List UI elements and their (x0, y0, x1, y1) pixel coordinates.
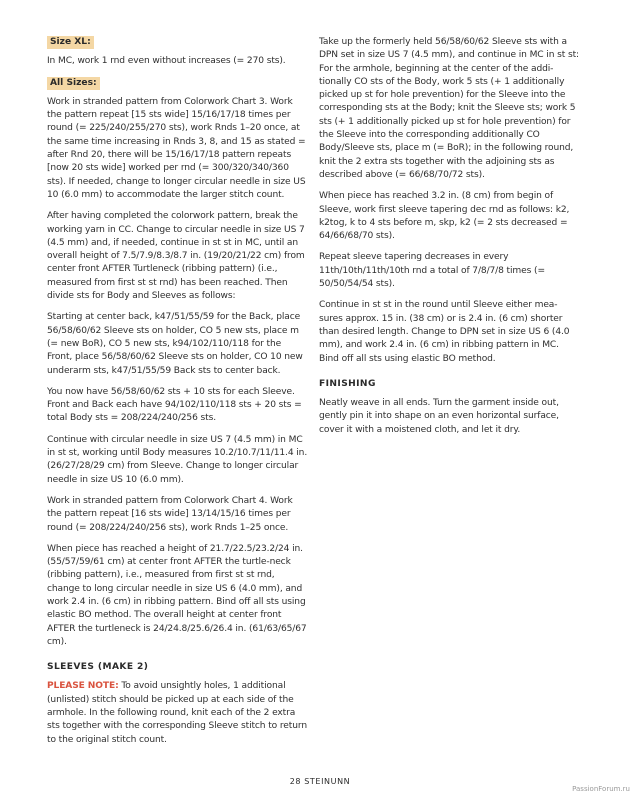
left-column (47, 36, 309, 755)
sleeves-heading: SLEEVES (MAKE 2) (47, 662, 149, 673)
all-sizes-tag: All Sizes: (47, 77, 100, 90)
paragraph: Repeat sleeve tapering decreases in every 11th/10th/11th/10th rnd a total of 7/8/7/8 times (= 50/50/54/54 sts). (319, 252, 545, 290)
right-column (319, 36, 581, 445)
paragraph: When piece has reached 3.2 in. (8 cm) from begin of Sleeve, work first sleeve tapering dec rnd as follows: k2, k2tog, k to 4 sts before m, skp, k2 (= 2 sts decreased = 64/66/68/70 sts). (319, 191, 570, 242)
paragraph: Work in stranded pattern from Colorwork Chart 3. Work the pattern repeat [15 sts wide] 15/16/17/18 times per round (= 225/240/255/270 sts), work Rnds 1–20 once, at the same time increasing in Rnds 3, 8, and 15 as stated = after Rnd 20, there will be 15/16/17/18 pattern repeats [now 20 sts wide] worked per rnd (= 300/320/340/360 sts). If needed, change to longer circular needle in size US 10 (6.0 mm) to accommodate the larger stitch count. (47, 96, 306, 200)
paragraph: Work in stranded pattern from Colorwork Chart 4. Work the pattern repeat [16 sts wide] 13/14/15/16 times per round (= 208/224/240/256 sts), work Rnds 1–25 once. (47, 495, 293, 533)
finishing-text: Neatly weave in all ends. Turn the garment inside out, gently pin it into shape on an even horizontal surface, cover it with a moistened cloth, and let it dry. (319, 398, 559, 435)
size-xl-tag: Size XL: (47, 36, 94, 49)
paragraph: When piece has reached a height of 21.7/22.5/23.2/24 in. (55/57/59/61 cm) at center front AFTER the turtle-neck (ribbing pattern), i.e., measured from first st st rnd, change to long circular needle in size US 6 (4.0 mm), and work 2.4 in. (6 cm) in ribbing pattern. Bind off all sts using elastic BO method. The overall height at center front AFTER the turtleneck is 24/24.8/25.6/26.4 in. (61/63/65/67 cm). (47, 543, 307, 647)
all-sizes-section (47, 77, 309, 650)
paragraph: You now have 56/58/60/62 sts + 10 sts for each Sleeve. Front and Back each have 94/102/110/118 sts + 20 sts = total Body sts = 208/224/240/256 sts. (47, 386, 302, 424)
watermark: PassionForum.ru (572, 785, 630, 793)
paragraph: Starting at center back, k47/51/55/59 for the Back, place 56/58/60/62 Sleeve sts on holder, CO 5 new sts, place m (= new BoR), CO 5 new sts, k94/102/110/118 for the Front, place 56/58/60/62 Sleeve sts on holder, CO 10 new underarm sts, k47/51/55/59 Back sts to center back. (47, 312, 303, 376)
finishing-heading: FINISHING (319, 378, 376, 389)
paragraph: Continue in st st in the round until Sleeve either mea-sures approx. 15 in. (38 cm) or is 2.4 in. (6 cm) shorter than desired length. Change to DPN set in size US 6 (4.0 mm), and work 2.4 in. (6 cm) in ribbing pattern in MC. Bind off all sts using elastic BO method. (319, 300, 570, 364)
page-footer: 28 STEINUNN (289, 777, 351, 786)
note-label: PLEASE NOTE: (47, 681, 119, 692)
paragraph: Take up the formerly held 56/58/60/62 Sleeve sts with a DPN set in size US 7 (4.5 mm), and continue in MC in st st: For the armhole, beginning at the center of the addi-tionally CO sts of the Body, work 5 sts (+ 1 additionally picked up st for hole prevention) for the Sleeve into the corresponding sts at the Body; knit the Sleeve sts; work 5 sts (+ 1 additionally picked up st for hole prevention) for the Sleeve into the corresponding additionally CO Body/Sleeve sts, place m (= BoR); in the following round, knit the 2 extra sts together with the adjoining sts as described above (= 66/68/70/72 sts). (319, 37, 579, 180)
size-xl-text: In MC, work 1 rnd even without increases (= 270 sts). (47, 56, 286, 67)
sleeves-section (47, 661, 309, 747)
finishing-section (319, 378, 581, 437)
note-text: To avoid unsightly holes, 1 additional (unlisted) stitch should be picked up at each side of the armhole. In the following round, knit each of the 2 extra sts together with the corresponding Sleeve stitch to return to the original stitch count. (47, 681, 307, 745)
size-xl-section (47, 36, 309, 69)
paragraph: Continue with circular needle in size US 7 (4.5 mm) in MC in st st, working until Body measures 10.2/10.7/11/11.4 in. (26/27/28/29 cm) from Sleeve. Change to longer circular needle in size US 10 (6.0 mm). (47, 434, 308, 485)
paragraph: After having completed the colorwork pattern, break the working yarn in CC. Change to circular needle in size US 7 (4.5 mm) and, if needed, continue in st st in MC, until an overall height of 7.5/7.9/8.3/8.7 in. (19/20/21/22 cm) from center front AFTER Turtleneck (ribbing pattern) (i.e., measured from first st st rnd) has been reached. Then divide sts for Body and Sleeves as follows: (47, 211, 305, 302)
sleeves-note (47, 680, 309, 746)
